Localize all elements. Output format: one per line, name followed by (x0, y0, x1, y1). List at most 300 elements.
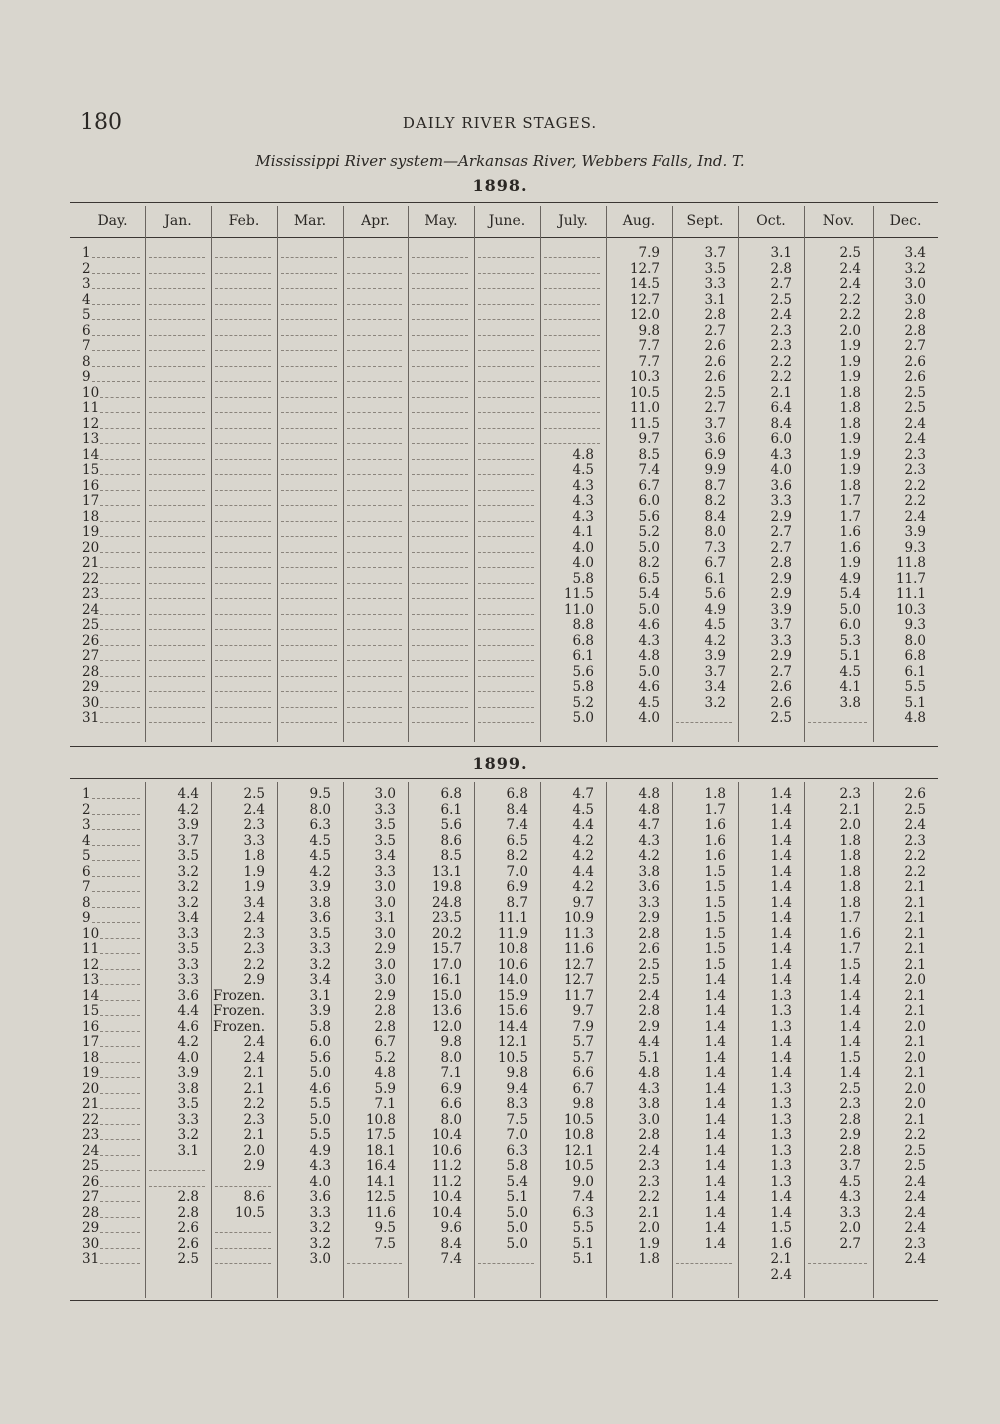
stage-value: 1.8 (839, 894, 861, 911)
stage-value: 1.3 (770, 1111, 792, 1128)
leader-dots (100, 1046, 140, 1047)
stage-value: 3.5 (704, 260, 726, 277)
stage-value: 10.4 (431, 1204, 462, 1221)
leader-dots (92, 814, 140, 815)
stage-value: 12.0 (431, 1018, 462, 1035)
stage-value: 6.8 (904, 648, 926, 664)
empty-cell-dots (412, 474, 468, 475)
empty-cell-dots (149, 676, 205, 677)
day-label: 2 (82, 801, 91, 818)
empty-cell-dots (281, 676, 337, 677)
stage-value: 2.9 (243, 972, 265, 988)
empty-cell-dots (544, 366, 600, 367)
stage-value: 7.5 (374, 1235, 396, 1252)
leader-dots (100, 1108, 140, 1109)
empty-cell-dots (149, 552, 205, 553)
empty-cell-dots (412, 521, 468, 522)
empty-cell-dots (215, 335, 271, 336)
stage-value: 2.8 (374, 1018, 396, 1035)
stage-value: 1.3 (770, 1003, 792, 1019)
stage-value: 2.4 (904, 1189, 926, 1205)
stage-value: 4.6 (638, 617, 660, 633)
day-label: 29 (82, 679, 100, 695)
stage-value: 3.0 (374, 972, 396, 988)
empty-cell-dots (412, 335, 468, 336)
stage-value: 1.9 (638, 1235, 660, 1252)
stage-value: 3.5 (177, 1096, 199, 1112)
empty-cell-dots (544, 257, 600, 258)
stage-value: 3.2 (309, 1220, 331, 1236)
stage-value: 3.3 (374, 801, 396, 818)
stage-value: 2.4 (839, 276, 861, 292)
stage-value: 2.3 (243, 941, 265, 957)
empty-cell-dots (412, 691, 468, 692)
stage-value: 6.6 (572, 1065, 594, 1081)
empty-cell-dots (412, 304, 468, 305)
stage-value: 3.7 (839, 1158, 861, 1174)
stage-value: 7.4 (638, 462, 660, 478)
stage-value: 3.4 (704, 679, 726, 695)
day-label: 2 (82, 260, 91, 277)
stage-value: 2.0 (904, 1018, 926, 1035)
stage-value: 4.3 (638, 1080, 660, 1097)
empty-cell-dots (347, 459, 402, 460)
stage-value: 5.0 (839, 601, 861, 618)
stage-value: 1.4 (770, 848, 792, 864)
empty-cell-dots (215, 350, 271, 351)
empty-cell-dots (281, 319, 337, 320)
stage-value: 3.9 (904, 524, 926, 540)
stage-value: 8.0 (704, 524, 726, 540)
stage-value: 2.8 (177, 1189, 199, 1205)
empty-cell-dots (215, 583, 271, 584)
day-label: 29 (82, 1220, 100, 1236)
stage-value: 15.7 (431, 941, 462, 957)
column-header-0: Day. (97, 213, 128, 229)
stage-value: 5.8 (572, 570, 594, 587)
stage-value: 3.6 (704, 431, 726, 447)
empty-cell-dots (412, 676, 468, 677)
stage-value: 3.5 (177, 848, 199, 864)
stage-value: 4.2 (177, 801, 199, 818)
stage-value: 5.1 (638, 1049, 660, 1066)
leader-dots (100, 1263, 140, 1264)
empty-cell-dots (544, 288, 600, 289)
stage-value: 1.7 (704, 801, 726, 818)
stage-value: Frozen. (212, 1003, 265, 1019)
empty-cell-dots (281, 366, 337, 367)
stage-value: 3.4 (374, 848, 396, 864)
stage-value: 3.3 (177, 1111, 199, 1128)
stage-value: 2.0 (638, 1220, 660, 1236)
stage-value: 2.2 (770, 353, 792, 370)
day-label: 6 (82, 863, 91, 880)
empty-cell-dots (281, 335, 337, 336)
empty-cell-dots (478, 428, 534, 429)
stage-value: 1.8 (839, 879, 861, 895)
stage-value: 1.6 (839, 925, 861, 942)
stage-value: 11.2 (431, 1173, 462, 1190)
stage-value: 11.1 (895, 586, 926, 602)
stage-value: 1.4 (704, 1111, 726, 1128)
empty-cell-dots (347, 707, 402, 708)
empty-cell-dots (347, 583, 402, 584)
stage-value: 10.8 (365, 1111, 396, 1128)
leader-dots (92, 860, 140, 861)
stage-value: 2.2 (839, 307, 861, 323)
stage-value: 5.2 (374, 1049, 396, 1066)
stage-value: 2.6 (704, 353, 726, 370)
stage-value: 2.8 (770, 260, 792, 277)
empty-cell-dots (215, 304, 271, 305)
stage-value: 1.7 (839, 941, 861, 957)
empty-cell-dots (149, 707, 205, 708)
empty-cell-dots (347, 722, 402, 723)
empty-cell-dots (478, 722, 534, 723)
stage-value: 4.2 (177, 1034, 199, 1050)
stage-value: 2.8 (177, 1204, 199, 1221)
empty-cell-dots (281, 412, 337, 413)
leader-dots (92, 288, 140, 289)
stage-value: 4.4 (572, 817, 594, 833)
leader-dots (100, 676, 140, 677)
day-label: 17 (82, 493, 100, 509)
stage-value: 10.5 (629, 384, 660, 401)
empty-cell-dots (478, 257, 534, 258)
stage-value: 2.9 (770, 508, 792, 525)
stage-value: 12.7 (629, 260, 660, 277)
empty-cell-dots (149, 722, 205, 723)
stage-value: 2.1 (904, 941, 926, 957)
empty-cell-dots (281, 288, 337, 289)
empty-cell-dots (412, 257, 468, 258)
stage-value: 2.6 (704, 369, 726, 385)
empty-cell-dots (215, 319, 271, 320)
stage-value: 5.5 (309, 1096, 331, 1112)
empty-cell-dots (215, 1186, 271, 1187)
column-rule (474, 206, 475, 742)
stage-value: 3.6 (309, 910, 331, 926)
empty-cell-dots (412, 722, 468, 723)
stage-value: 8.4 (440, 1235, 462, 1252)
stage-value: 1.4 (704, 1158, 726, 1174)
stage-value: 1.6 (704, 848, 726, 864)
stage-value: 2.0 (904, 1080, 926, 1097)
stage-value: 1.4 (839, 1003, 861, 1019)
stage-value: 3.1 (770, 245, 792, 261)
leader-dots (100, 567, 140, 568)
stage-value: 12.7 (563, 972, 594, 988)
stage-value: 5.6 (704, 586, 726, 602)
stage-value: 6.4 (770, 400, 792, 416)
stage-value: 11.6 (365, 1204, 396, 1221)
table-subtitle: Mississippi River system—Arkansas River, Webbers Falls, Ind. T. (255, 152, 745, 170)
stage-value: 6.3 (309, 817, 331, 833)
empty-cell-dots (149, 319, 205, 320)
stage-value: 1.4 (704, 1018, 726, 1035)
day-label: 3 (82, 817, 91, 833)
day-label: 23 (82, 1127, 100, 1143)
leader-dots (100, 629, 140, 630)
stage-value: 1.9 (243, 879, 265, 895)
stage-value: 1.3 (770, 1096, 792, 1112)
leader-dots (100, 1062, 140, 1063)
stage-value: 3.6 (638, 879, 660, 895)
day-label: 11 (82, 400, 100, 416)
empty-cell-dots (347, 443, 402, 444)
stage-value: 7.4 (572, 1189, 594, 1205)
stage-value: 5.0 (638, 539, 660, 556)
stage-value: 6.9 (704, 446, 726, 463)
stage-value: 2.0 (243, 1142, 265, 1159)
empty-cell-dots (215, 257, 271, 258)
leader-dots (100, 953, 140, 954)
stage-value: 2.1 (904, 879, 926, 895)
empty-cell-dots (478, 614, 534, 615)
empty-cell-dots (281, 521, 337, 522)
stage-value: 1.3 (770, 987, 792, 1004)
stage-value: 9.4 (506, 1080, 528, 1097)
stage-value: 10.3 (895, 601, 926, 618)
stage-value: 3.1 (704, 291, 726, 308)
stage-value: 5.6 (572, 663, 594, 680)
stage-value: 1.8 (839, 832, 861, 849)
stage-value: 2.1 (638, 1204, 660, 1221)
stage-value: 3.8 (839, 694, 861, 711)
stage-value: 6.5 (506, 832, 528, 849)
stage-value: 3.2 (177, 1127, 199, 1143)
empty-cell-dots (215, 521, 271, 522)
stage-value: 2.6 (177, 1235, 199, 1252)
empty-cell-dots (412, 397, 468, 398)
year-heading-1899: 1899. (472, 754, 528, 773)
empty-cell-dots (149, 614, 205, 615)
stage-value: 5.4 (506, 1173, 528, 1190)
stage-value: 3.7 (177, 832, 199, 849)
stage-value: 2.1 (243, 1127, 265, 1143)
stage-value: 3.0 (374, 956, 396, 973)
stage-value: 1.4 (770, 1049, 792, 1066)
empty-cell-dots (412, 350, 468, 351)
stage-value: 1.4 (770, 786, 792, 802)
stage-value: 1.4 (770, 894, 792, 911)
stage-value: 1.5 (704, 956, 726, 973)
day-label: 10 (82, 925, 100, 942)
stage-value: 2.4 (770, 307, 792, 323)
empty-cell-dots (808, 722, 867, 723)
stage-value: 3.0 (374, 879, 396, 895)
stage-value: 8.5 (440, 848, 462, 864)
stage-value: 3.7 (704, 663, 726, 680)
stage-value: 2.9 (374, 941, 396, 957)
empty-cell-dots (347, 691, 402, 692)
leader-dots (100, 598, 140, 599)
stage-value: 2.8 (638, 1003, 660, 1019)
day-label: 8 (82, 894, 91, 911)
stage-value: 2.7 (770, 276, 792, 292)
empty-cell-dots (215, 645, 271, 646)
stage-value: 2.5 (839, 245, 861, 261)
leader-dots (100, 474, 140, 475)
stage-value: 2.2 (770, 369, 792, 385)
stage-value: 1.3 (770, 1127, 792, 1143)
empty-cell-dots (347, 598, 402, 599)
stage-value: 2.5 (770, 291, 792, 308)
stage-value: 3.2 (309, 956, 331, 973)
empty-cell-dots (215, 366, 271, 367)
empty-cell-dots (149, 474, 205, 475)
stage-value: 4.4 (572, 863, 594, 880)
empty-cell-dots (281, 490, 337, 491)
stage-value: 3.8 (309, 894, 331, 911)
empty-cell-dots (478, 490, 534, 491)
stage-value: 3.6 (770, 477, 792, 494)
stage-value: 2.5 (638, 956, 660, 973)
empty-cell-dots (544, 443, 600, 444)
stage-value: 1.4 (770, 879, 792, 895)
day-label: 24 (82, 601, 100, 618)
stage-value: 1.8 (839, 415, 861, 432)
empty-cell-dots (347, 676, 402, 677)
stage-value: 4.2 (704, 632, 726, 649)
empty-cell-dots (149, 304, 205, 305)
stage-value: 3.4 (243, 894, 265, 911)
empty-cell-dots (281, 707, 337, 708)
leader-dots (100, 1093, 140, 1094)
empty-cell-dots (215, 474, 271, 475)
day-label: 7 (82, 879, 91, 895)
stage-value: 2.2 (904, 1127, 926, 1143)
stage-value: 4.8 (572, 446, 594, 463)
stage-value: 2.9 (638, 1018, 660, 1035)
stage-value: 1.8 (839, 477, 861, 494)
stage-value: 11.8 (895, 555, 926, 571)
stage-value: 11.5 (629, 415, 660, 432)
empty-cell-dots (478, 505, 534, 506)
empty-cell-dots (281, 397, 337, 398)
stage-value: 2.3 (243, 925, 265, 942)
empty-cell-dots (478, 660, 534, 661)
stage-value: 4.2 (572, 879, 594, 895)
stage-value: 7.7 (638, 338, 660, 354)
empty-cell-dots (478, 536, 534, 537)
stage-value: 4.1 (839, 679, 861, 695)
stage-value: 2.4 (243, 1049, 265, 1066)
stage-value: 3.7 (770, 617, 792, 633)
stage-value: 4.0 (309, 1173, 331, 1190)
empty-cell-dots (149, 381, 205, 382)
empty-cell-dots (478, 350, 534, 351)
stage-value: 8.5 (638, 446, 660, 463)
stage-value: 4.4 (177, 786, 199, 802)
stage-value: 2.4 (638, 987, 660, 1004)
leader-dots (100, 552, 140, 553)
stage-value: Frozen. (212, 987, 265, 1004)
stage-value: 4.8 (638, 648, 660, 664)
stage-value: 2.1 (243, 1065, 265, 1081)
stage-value: 2.8 (904, 307, 926, 323)
stage-value: 1.5 (704, 879, 726, 895)
stage-value: 2.6 (704, 338, 726, 354)
stage-value: 1.4 (704, 1080, 726, 1097)
stage-value: 1.4 (704, 987, 726, 1004)
empty-cell-dots (149, 505, 205, 506)
stage-value: 15.9 (497, 987, 528, 1004)
empty-cell-dots (478, 381, 534, 382)
day-label: 22 (82, 1111, 100, 1128)
stage-value: 4.0 (177, 1049, 199, 1066)
day-label: 21 (82, 555, 100, 571)
stage-value: 3.3 (177, 972, 199, 988)
empty-cell-dots (347, 304, 402, 305)
stage-value: 4.0 (638, 710, 660, 726)
stage-value: 2.5 (904, 384, 926, 401)
empty-cell-dots (478, 319, 534, 320)
stage-value: 2.8 (638, 925, 660, 942)
stage-value: 17.5 (365, 1127, 396, 1143)
leader-dots (100, 938, 140, 939)
stage-value: 4.5 (638, 694, 660, 711)
stage-value: 6.0 (638, 493, 660, 509)
page-number: 180 (80, 110, 122, 135)
stage-value: 5.5 (904, 679, 926, 695)
stage-value: 1.4 (770, 956, 792, 973)
day-label: 5 (82, 307, 91, 323)
empty-cell-dots (347, 629, 402, 630)
empty-cell-dots (478, 629, 534, 630)
stage-value: 14.5 (629, 276, 660, 292)
empty-cell-dots (347, 552, 402, 553)
day-label: 5 (82, 848, 91, 864)
stage-value: 2.5 (904, 400, 926, 416)
stage-value: 3.2 (904, 260, 926, 277)
empty-cell-dots (412, 645, 468, 646)
stage-value: 1.6 (704, 832, 726, 849)
empty-cell-dots (544, 397, 600, 398)
day-label: 19 (82, 524, 100, 540)
empty-cell-dots (544, 428, 600, 429)
stage-value: 2.4 (904, 817, 926, 833)
stage-value: 10.5 (563, 1111, 594, 1128)
stage-value: 3.3 (374, 863, 396, 880)
stage-value: 4.2 (572, 848, 594, 864)
empty-cell-dots (347, 505, 402, 506)
leader-dots (100, 1077, 140, 1078)
empty-cell-dots (478, 273, 534, 274)
empty-cell-dots (347, 366, 402, 367)
stage-value: 2.2 (839, 291, 861, 308)
stage-value: 5.9 (374, 1080, 396, 1097)
stage-value: 2.8 (638, 1127, 660, 1143)
day-label: 1 (82, 786, 91, 802)
column-header-8: Aug. (622, 213, 656, 229)
stage-value: 2.7 (839, 1235, 861, 1252)
empty-cell-dots (412, 660, 468, 661)
leader-dots (100, 1031, 140, 1032)
stage-value: 4.0 (572, 555, 594, 571)
stage-value: 8.0 (440, 1049, 462, 1066)
empty-cell-dots (215, 722, 271, 723)
stage-value: 1.4 (704, 1049, 726, 1066)
empty-cell-dots (478, 707, 534, 708)
stage-value: 1.4 (770, 925, 792, 942)
stage-value: 18.1 (365, 1142, 396, 1159)
stage-value: 4.2 (309, 863, 331, 880)
stage-value: 9.7 (572, 1003, 594, 1019)
column-header-7: July. (558, 213, 588, 229)
stage-value: 4.8 (638, 801, 660, 818)
stage-value: 8.0 (904, 632, 926, 649)
